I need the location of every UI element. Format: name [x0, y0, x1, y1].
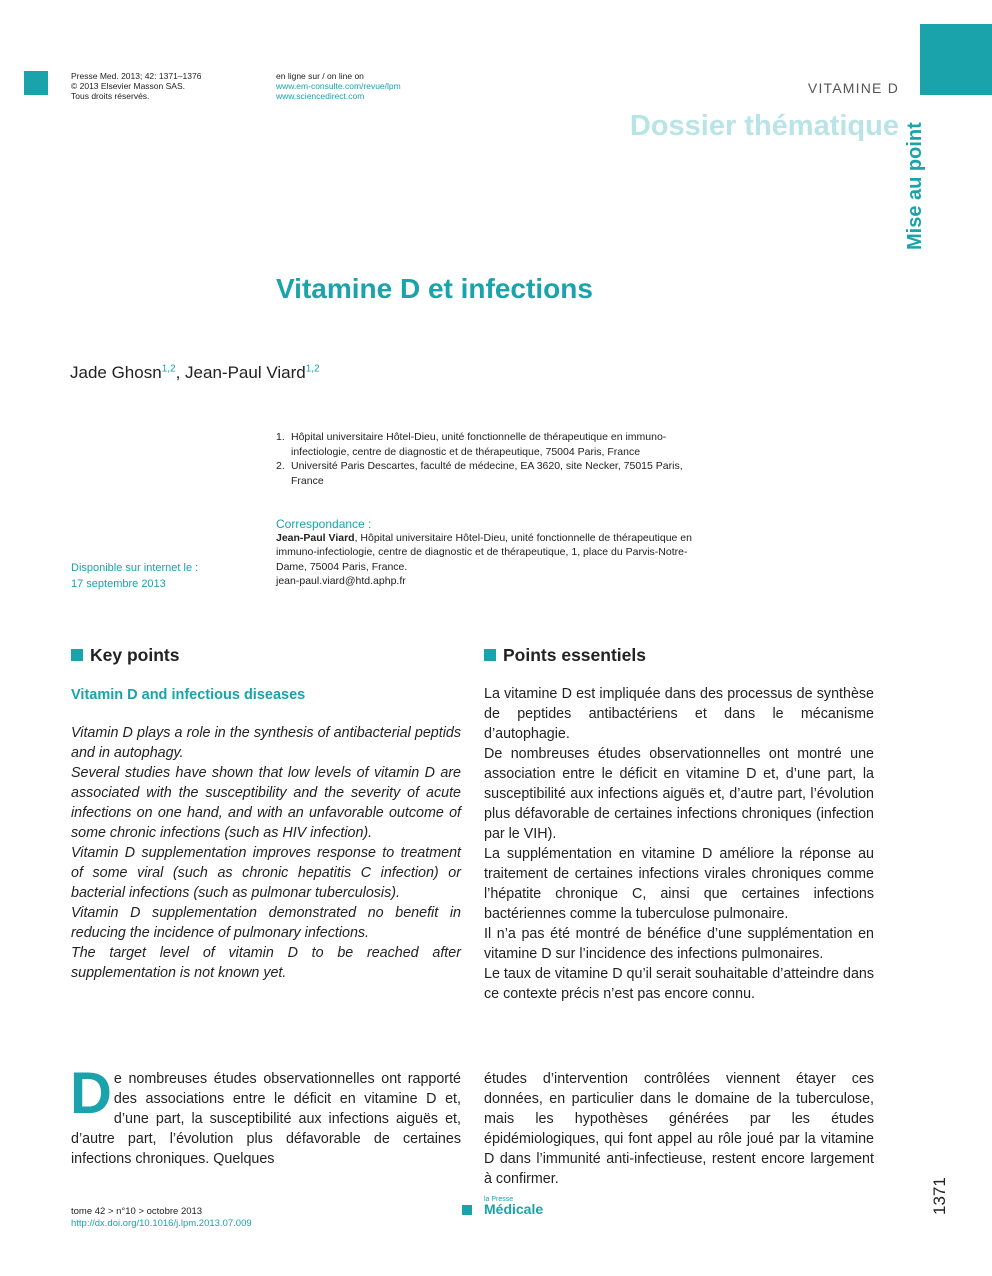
page-number: 1371 [930, 1177, 949, 1215]
availability-date: 17 septembre 2013 [71, 578, 166, 590]
corner-square-right [920, 24, 992, 95]
correspondence [276, 517, 706, 588]
em-consulte-link[interactable]: www.em-consulte.com/revue/lpm [276, 81, 401, 91]
logo-top-text: la Presse [484, 1196, 514, 1203]
point-essentiel: Il n’a pas été montré de bénéfice d’une supplémentation en vitamine D sur l’incidence des infections pulmonaires. [484, 926, 874, 962]
copyright: © 2013 Elsevier Masson SAS. [71, 81, 185, 91]
square-bullet-icon [71, 649, 83, 661]
key-point: Several studies have shown that low levels of vitamin D are associated with the susceptibility and the severity of acute infections on one hand, and with an unfavorable outcome of some chronic infections (such as HIV infection). [71, 765, 461, 841]
availability-label: Disponible sur internet le : [71, 562, 199, 574]
points-essentiels-heading [484, 645, 646, 666]
key-point: The target level of vitamin D to be reached after supplementation is not known yet. [71, 945, 461, 981]
points-essentiels-body [484, 684, 874, 1004]
points-essentiels-heading-text: Points essentiels [503, 645, 646, 665]
affiliation-text: Université Paris Descartes, faculté de médecine, EA 3620, site Necker, 75015 Paris, France [291, 460, 683, 487]
footer-citation [71, 1206, 252, 1229]
online-info [276, 71, 401, 101]
availability [71, 560, 251, 592]
key-points-subheading: Vitamin D and infectious diseases [71, 687, 306, 703]
author-name: Jade Ghosn [70, 363, 162, 382]
key-point: Vitamin D plays a role in the synthesis of antibacterial peptids and in autophagy. [71, 725, 461, 761]
vertical-section-label: Mise au point [904, 122, 926, 250]
journal-logo: Médicale [484, 1201, 544, 1217]
point-essentiel: La vitamine D est impliquée dans des processus de synthèse de peptides antibactériens et dans le mécanisme d’autophagie. [484, 686, 874, 742]
correspondence-email[interactable]: jean-paul.viard@htd.aphp.fr [276, 574, 406, 587]
point-essentiel: Le taux de vitamine D qu’il serait souhaitable d’atteindre dans ce contexte précis n’est pas encore connu. [484, 966, 874, 1002]
article-title: Vitamine D et infections [276, 273, 593, 304]
correspondence-name: Jean-Paul Viard [276, 532, 355, 545]
issue-info: tome 42 > n°10 > octobre 2013 [71, 1206, 203, 1217]
affiliation-item [276, 459, 706, 488]
running-title: VITAMINE D [807, 80, 899, 96]
correspondence-label: Correspondance : [276, 517, 372, 531]
key-points-body [71, 723, 461, 983]
point-essentiel: La supplémentation en vitamine D améliore la réponse au traitement de certaines infections virales chroniques comme l’hépatite chronique C, ainsi que certaines infections bactériennes comme la tuberculose pulmonaire. [484, 846, 874, 922]
point-essentiel: De nombreuses études observationnelles ont montré une association entre le déficit en vitamine D et, d’une part, la susceptibilité aux infections aiguës et, d’autre part, l’évolution plus défavorable de certaines infections chroniques (infection par le VIH). [484, 746, 874, 842]
key-points-heading [71, 645, 179, 666]
journal-citation: Presse Med. 2013; 42: 1371–1376 [71, 71, 202, 81]
author-name: Jean-Paul Viard [185, 363, 306, 382]
online-label: en ligne sur / on line on [276, 71, 364, 81]
key-point: Vitamin D supplementation demonstrated no benefit in reducing the incidence of pulmonary infections. [71, 905, 461, 941]
body-column-left [70, 1061, 461, 1169]
square-bullet-icon [484, 649, 496, 661]
author-affiliation: 1,2 [161, 363, 176, 375]
body-column-right: études d’intervention contrôlées viennent étayer ces données, en particulier dans le domaine de la tuberculose, mais les hypothèses générées par les études épidémiologiques, qui font appel au rôle joué par la vitamine D dans l’immunité anti-infectieuse, restent encore largement à confirmer. [484, 1071, 874, 1187]
sciencedirect-link[interactable]: www.sciencedirect.com [276, 91, 365, 101]
author-list: Jade Ghosn$^{1,2}$, Jean-Paul Viard$^{1,2}$ [70, 363, 320, 382]
journal-meta [71, 71, 201, 101]
affiliation-number: 1. [276, 431, 285, 443]
body-text-left: e nombreuses études observationnelles ont rapporté des associations entre le déficit en vitamine D et, d’une part, la susceptibilité aux infections aiguës et, d’autre part, l’évolution plus défavorable de certaines infections chroniques. Quelques [71, 1071, 461, 1167]
affiliation-number: 2. [276, 460, 285, 472]
doi-link[interactable]: http://dx.doi.org/10.1016/j.lpm.2013.07.009 [71, 1217, 252, 1229]
key-points-heading-text: Key points [90, 645, 180, 665]
corner-square-left [24, 71, 48, 95]
section-title: Dossier thématique [629, 110, 899, 142]
logo-square-icon [462, 1205, 472, 1215]
affiliation-item [276, 430, 706, 459]
affiliations [276, 430, 706, 488]
drop-cap: D [70, 1061, 112, 1126]
correspondence-address: , Hôpital universitaire Hôtel-Dieu, unité fonctionnelle de thérapeutique en immuno-infectiologie, centre de diagnostic et de thérapeutique, 1, place du Parvis-Notre-Dame, 75004 Paris, France. [276, 532, 692, 573]
key-point: Vitamin D supplementation improves response to treatment of some viral (such as chronic hepatitis C infection) or bacterial infections (such as pulmonar tuberculosis). [71, 845, 461, 901]
affiliation-text: Hôpital universitaire Hôtel-Dieu, unité fonctionnelle de thérapeutique en immuno-infectiologie, centre de diagnostic et de thérapeutique, 75004 Paris, France [291, 431, 667, 458]
author-affiliation: 1,2 [305, 363, 320, 375]
rights: Tous droits réservés. [71, 91, 150, 101]
